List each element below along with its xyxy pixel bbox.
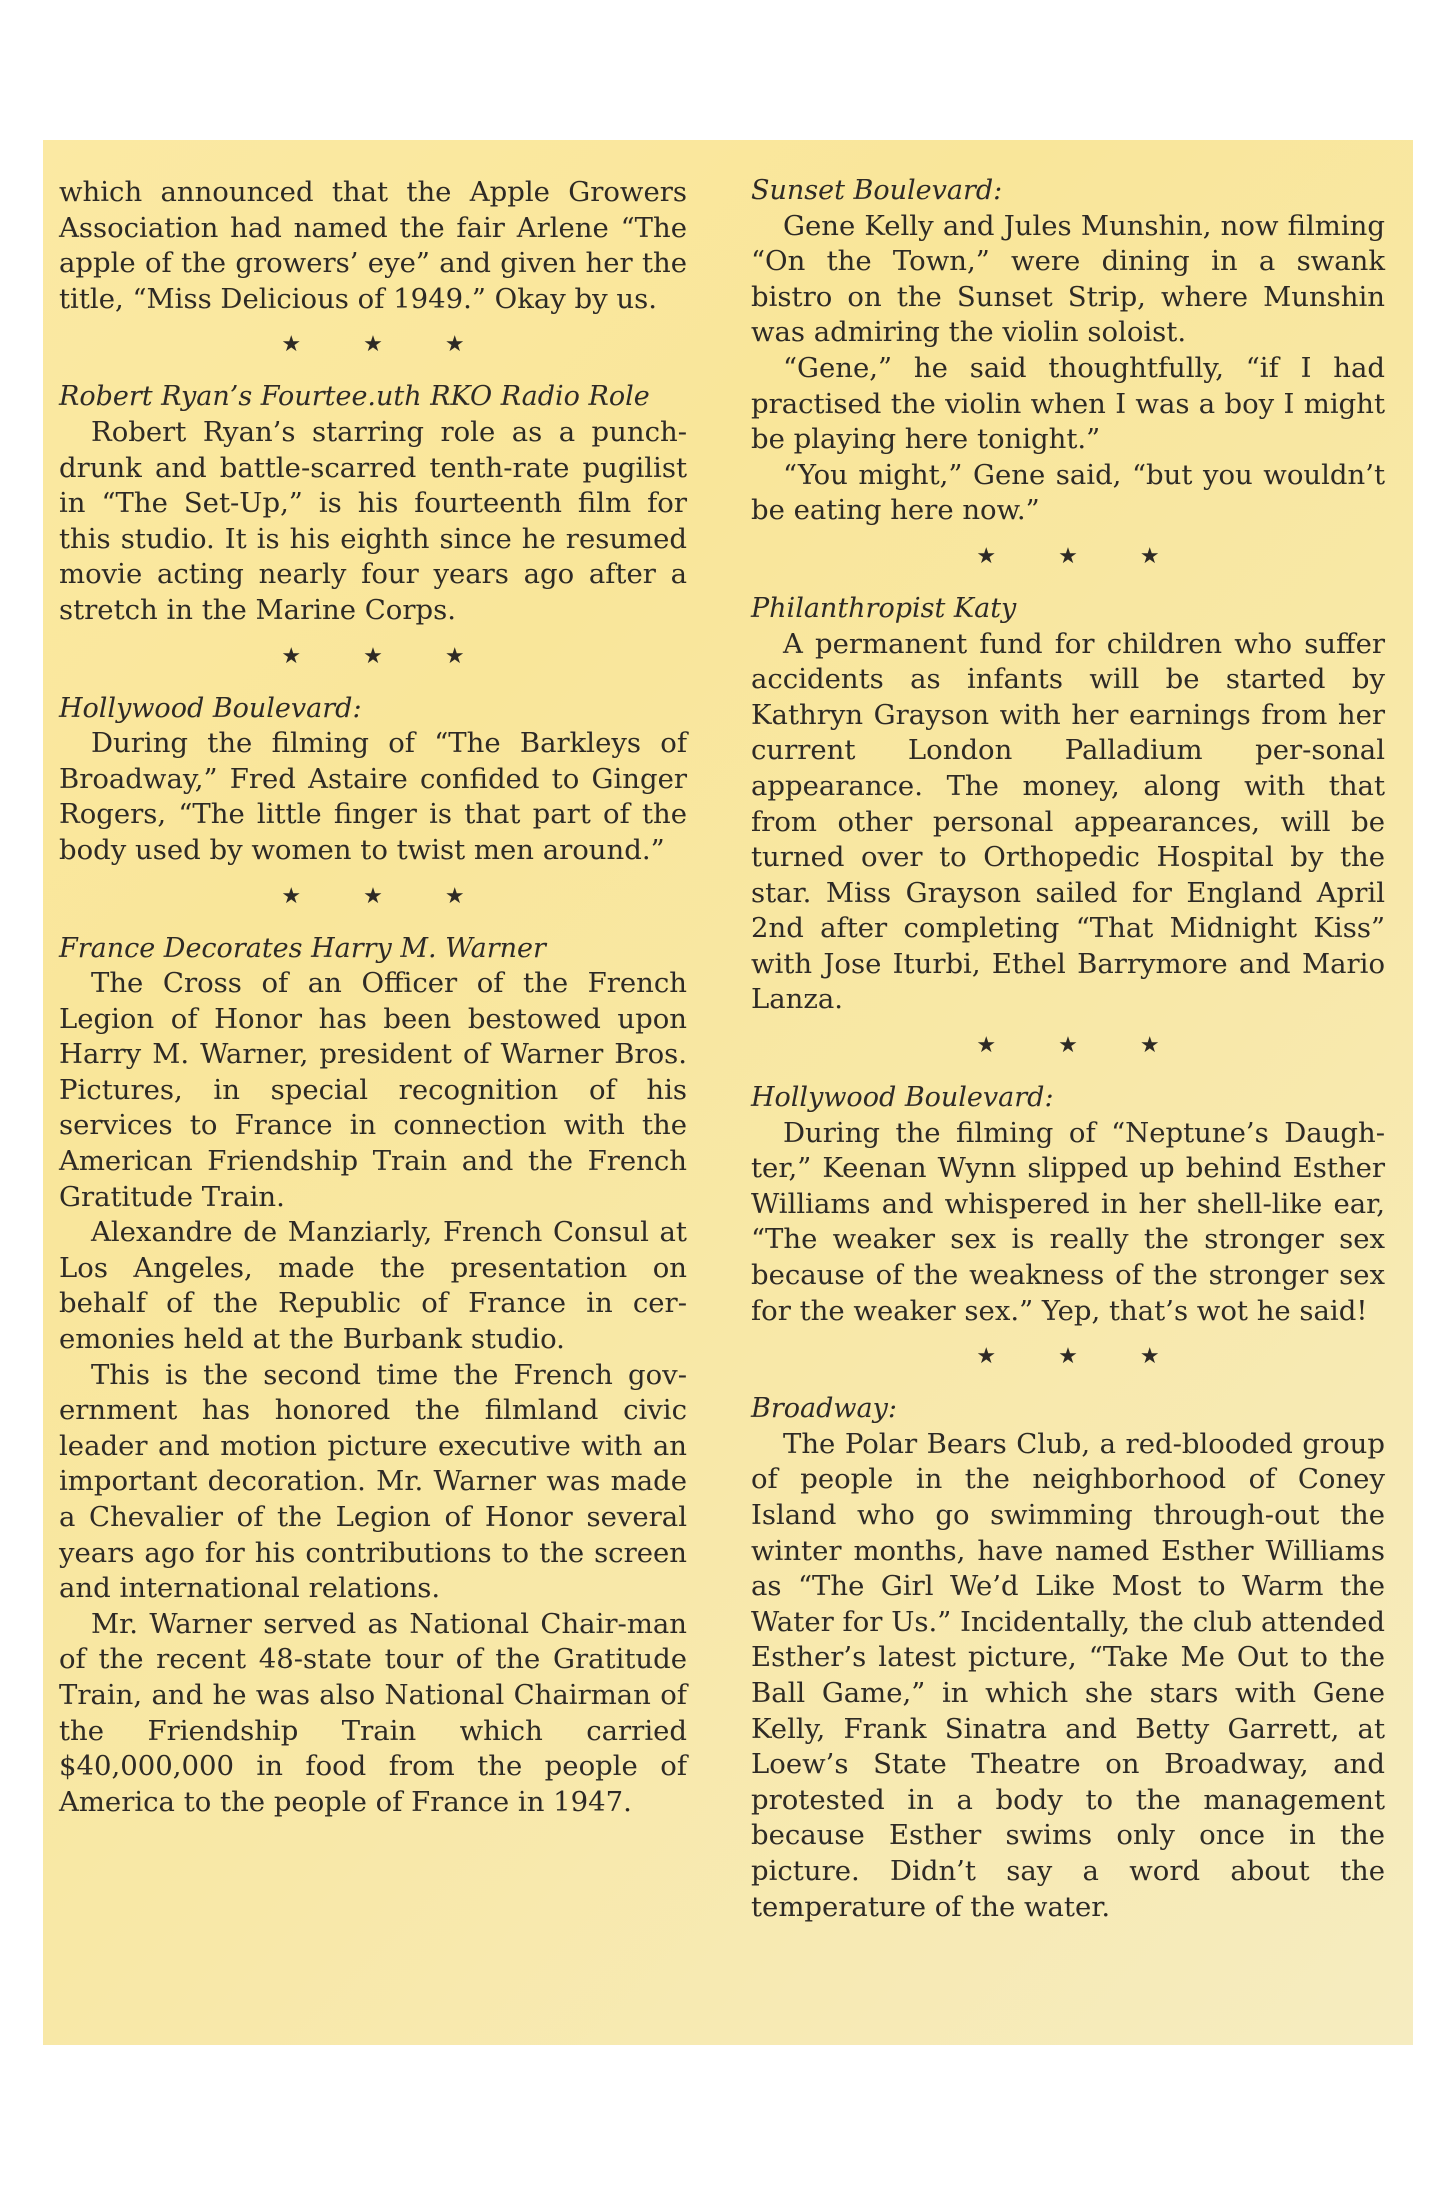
article-heading: Robert Ryan’s Fourtee.uth RKO Radio Role [59, 381, 650, 413]
article-paragraph: “Gene,” he said thoughtfully, “if I had practised the violin when I was a boy I might be playing here tonight.” [751, 351, 1385, 456]
star-divider: ★★★ [976, 543, 1222, 569]
article-heading: Broadway: [751, 1393, 897, 1425]
warner-article [59, 931, 687, 1821]
grayson-article [751, 591, 1385, 1018]
star-divider: ★★★ [976, 1033, 1222, 1059]
article-body: Robert Ryan’s starring role as a punch-drunk and battle-scarred tenth-rate pugilist in “The Set-Up,” is his fourteenth film for this studio. It is his eighth since he resumed movie acting nearly four years ago after a stretch in the Marine Corps. [59, 415, 687, 626]
article-paragraph: Mr. Warner served as National Chair-man of the recent 48-state tour of the Gratitude Train, and he was also National Chairman of the Friendship Train which carried $40,000,000 in food from the people of America to the people of France in 1947. [59, 1607, 687, 1818]
article-heading: Hollywood Boulevard: [59, 692, 362, 724]
article-body: A permanent fund for children who suffer accidents as infants will be started by Kathryn Grayson with her earnings from her current London Palladium per-sonal appearance. The money, along with that from other personal appearances, will be turned over to Orthopedic Hospital by the star. Miss Grayson sailed for England April 2nd after completing “That Midnight Kiss” with Jose Iturbi, Ethel Barrymore and Mario Lanza. [751, 627, 1385, 1016]
article-heading: Sunset Boulevard: [751, 175, 1003, 206]
ryan-article [59, 379, 687, 628]
article-body: During the filming of “Neptune’s Daugh-ter,” Keenan Wynn slipped up behind Esther Williams and whispered in her shell-like ear, “The weaker sex is really the stronger sex because of the weakness of the stronger sex for the weaker sex.” Yep, that’s wot he said! [751, 1116, 1385, 1327]
article-paragraph: “You might,” Gene said, “but you wouldn’t be eating here now.” [751, 458, 1385, 527]
article-heading: Philanthropist Katy [751, 592, 1017, 624]
star-divider: ★★★ [281, 332, 527, 358]
article-paragraph: The Cross of an Officer of the French Legion of Honor has been bestowed upon Harry M. Warner, president of Warner Bros. Pictures, in special recognition of his services to France in connection with the American Friendship Train and the French Gratitude Train. [59, 967, 687, 1213]
wynn-article [751, 1080, 1385, 1329]
article-paragraph: This is the second time the French gov-ernment has honored the filmland civic leader and motion picture executive with an important decoration. Mr. Warner was made a Chevalier of the Legion of Honor several years ago for his contributions to the screen and international relations. [59, 1358, 687, 1605]
star-divider: ★★★ [281, 643, 527, 669]
astaire-article [59, 691, 687, 869]
left-column [59, 175, 687, 1820]
broadway-article [751, 1391, 1385, 1925]
star-divider: ★★★ [281, 883, 527, 909]
article-body: The Polar Bears Club, a red-blooded group of people in the neighborhood of Coney Island who go swimming through-out the winter months, have named Esther Williams as “The Girl We’d Like Most to Warm the Water for Us.” Incidentally, the club attended Esther’s latest picture, “Take Me Out to the Ball Game,” in which she stars with Gene Kelly, Frank Sinatra and Betty Garrett, at Loew’s State Theatre on Broadway, and protested in a body to the management because Esther swims only once in the picture. Didn’t say a word about the temperature of the water. [751, 1427, 1385, 1923]
article-paragraph: Gene Kelly and Jules Munshin, now filming “On the Town,” were dining in a swank bistro on the Sunset Strip, where Munshin was admiring the violin soloist. [751, 209, 1385, 349]
sunset-article [751, 173, 1385, 529]
article-heading: France Decorates Harry M. Warner [59, 932, 546, 964]
article-paragraph: Alexandre de Manziarly, French Consul at Los Angeles, made the presentation on behalf of the Republic of France in cer-emonies held at the Burbank studio. [59, 1216, 687, 1356]
right-column [751, 173, 1385, 1925]
article-body: During the filming of “The Barkleys of Broadway,” Fred Astaire confided to Ginger Rogers, “The little finger is that part of the body used by women to twist men around.” [59, 727, 687, 866]
intro-paragraph: which announced that the Apple Growers Association had named the fair Arlene “The apple of the growers’ eye” and given her the title, “Miss Delicious of 1949.” Okay by us. [59, 176, 687, 315]
star-divider: ★★★ [976, 1344, 1222, 1370]
article-heading: Hollywood Boulevard: [751, 1082, 1054, 1114]
